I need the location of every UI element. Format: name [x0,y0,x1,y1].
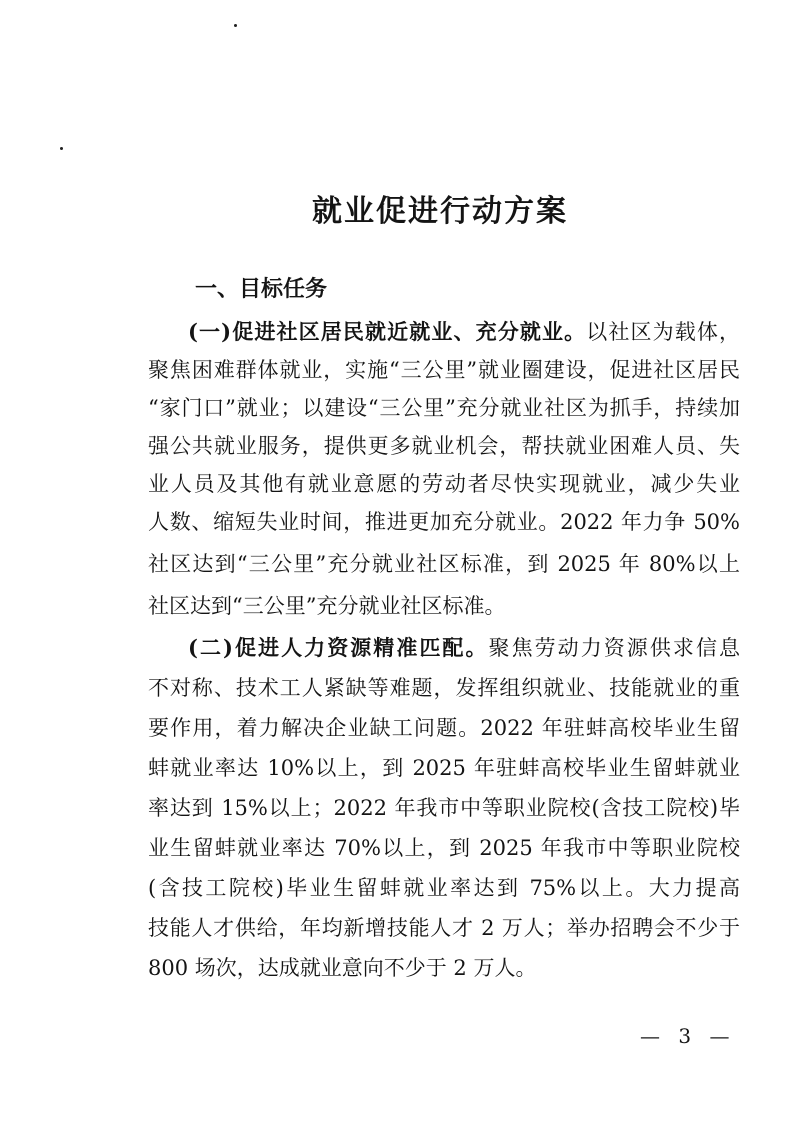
paragraph-1-line-5: 业人员及其他有就业意愿的劳动者尽快实现就业，减少失业 [148,472,740,496]
paragraph-2-line-1 [188,630,740,666]
paragraph-1-line-1 [188,314,740,350]
paragraph-1-line-3: “家门口”就业；以建设“三公里”充分就业社区为抓手，持续加 [148,396,740,420]
paragraph-2-line-8: 技能人才供给，年均新增技能人才 2 万人；举办招聘会不少于 [148,916,740,940]
paragraph-2-line-6: 业生留蚌就业率达 70%以上，到 2025 年我市中等职业院校 [148,836,740,860]
page-number: — 3 — [640,1024,736,1048]
paragraph-1-line-6: 人数、缩短失业时间，推进更加充分就业。2022 年力争 50% [148,510,740,534]
paragraph-1-line-7: 社区达到“三公里”充分就业社区标准，到 2025 年 80%以上 [148,552,740,576]
paragraph-1-line-1-text: 以社区为载体， [586,320,740,344]
paragraph-2-line-5: 率达到 15%以上；2022 年我市中等职业院校(含技工院校)毕 [148,796,740,820]
document-title: 就业促进行动方案 [312,194,568,229]
paragraph-2-line-3: 要作用，着力解决企业缺工问题。2022 年驻蚌高校毕业生留 [148,716,740,740]
section-heading: 一、目标任务 [195,277,328,302]
paragraph-2-line-4: 蚌就业率达 10%以上，到 2025 年驻蚌高校毕业生留蚌就业 [148,756,740,780]
scan-speck [60,147,63,150]
paragraph-1-lead: (一)促进社区居民就近就业、充分就业。 [188,319,587,344]
paragraph-2-lead: (二)促进人力资源精准匹配。 [188,635,489,660]
paragraph-2-line-9: 800 场次，达成就业意向不少于 2 万人。 [148,956,537,980]
paragraph-2-line-1-text: 聚焦劳动力资源供求信息 [488,636,740,660]
paragraph-2-line-7: (含技工院校)毕业生留蚌就业率达到 75%以上。大力提高 [148,876,740,900]
scan-speck [234,24,237,27]
paragraph-1-line-8: 社区达到“三公里”充分就业社区标准。 [148,594,506,618]
paragraph-1-line-4: 强公共就业服务，提供更多就业机会，帮扶就业困难人员、失 [148,434,740,458]
paragraph-1-line-2: 聚焦困难群体就业，实施“三公里”就业圈建设，促进社区居民 [148,358,740,382]
paragraph-2-line-2: 不对称、技术工人紧缺等难题，发挥组织就业、技能就业的重 [148,676,740,700]
